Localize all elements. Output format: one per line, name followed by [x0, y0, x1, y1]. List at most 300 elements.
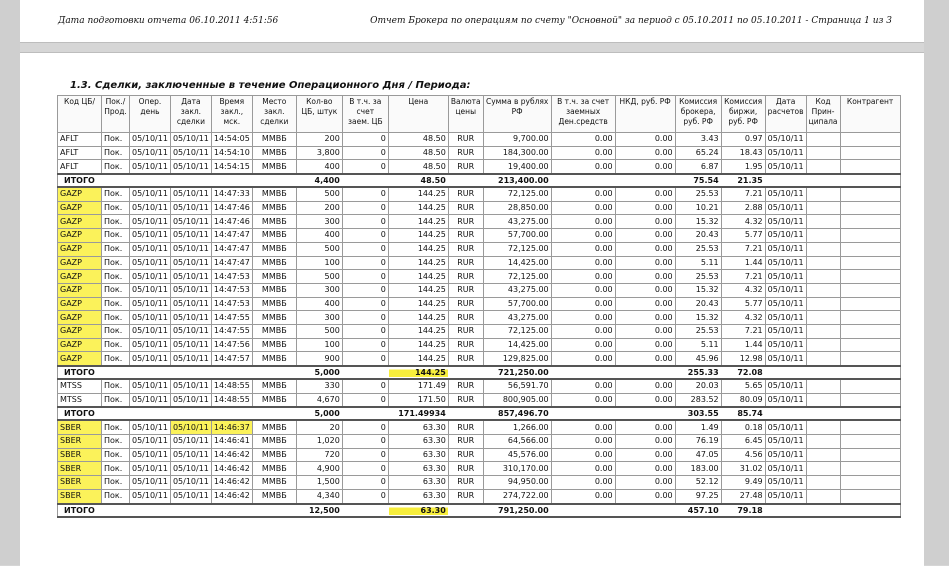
table-cell: 28,850.00	[483, 201, 551, 215]
table-cell: 05/10/11	[765, 462, 806, 476]
table-row	[58, 352, 901, 366]
total-cell: 255.33	[675, 366, 721, 379]
table-cell: GAZP	[58, 229, 102, 243]
table-cell: SBER	[58, 435, 102, 449]
table-cell	[806, 270, 840, 284]
table-cell: RUR	[448, 420, 483, 434]
table-cell: 7.21	[721, 242, 765, 256]
table-cell: 0	[342, 311, 388, 325]
table-cell: 20.43	[675, 297, 721, 311]
table-cell: 1.44	[721, 256, 765, 270]
table-cell: 05/10/11	[170, 229, 211, 243]
table-cell: 500	[296, 324, 342, 338]
table-cell: 144.25	[388, 229, 448, 243]
table-cell: 0.97	[721, 133, 765, 147]
table-cell: 63.30	[388, 435, 448, 449]
table-cell: Пок.	[102, 187, 130, 201]
table-cell: 05/10/11	[130, 338, 171, 352]
table-cell: RUR	[448, 297, 483, 311]
table-cell: 0.00	[551, 420, 615, 434]
table-cell: 6.45	[721, 435, 765, 449]
table-cell: 05/10/11	[130, 160, 171, 174]
table-cell: 0	[342, 379, 388, 393]
table-row	[58, 489, 901, 503]
table-row	[58, 215, 901, 229]
table-cell: 14:46:37	[211, 420, 252, 434]
table-cell: 0.00	[615, 324, 675, 338]
table-cell: 05/10/11	[765, 338, 806, 352]
table-cell: 43,275.00	[483, 283, 551, 297]
table-cell: 64,566.00	[483, 435, 551, 449]
table-cell: 14:47:47	[211, 256, 252, 270]
table-cell: 05/10/11	[170, 242, 211, 256]
table-cell	[840, 448, 900, 462]
table-cell: GAZP	[58, 352, 102, 366]
table-cell: 14:46:42	[211, 462, 252, 476]
table-cell: 14:47:46	[211, 201, 252, 215]
table-cell: 14,425.00	[483, 338, 551, 352]
table-cell: 05/10/11	[765, 270, 806, 284]
table-cell: RUR	[448, 462, 483, 476]
table-cell: 144.25	[388, 283, 448, 297]
table-cell: 05/10/11	[130, 283, 171, 297]
table-cell: RUR	[448, 270, 483, 284]
table-cell: 05/10/11	[170, 133, 211, 147]
table-cell: 57,700.00	[483, 229, 551, 243]
table-cell	[840, 489, 900, 503]
table-cell: 12.98	[721, 352, 765, 366]
table-cell	[806, 311, 840, 325]
table-cell: Пок.	[102, 476, 130, 490]
table-cell: ММВБ	[252, 324, 296, 338]
table-cell: Пок.	[102, 379, 130, 393]
total-cell	[448, 366, 483, 379]
table-cell: 27.48	[721, 489, 765, 503]
table-cell: 1.95	[721, 160, 765, 174]
table-cell: 4,670	[296, 393, 342, 407]
table-cell	[840, 270, 900, 284]
table-cell	[806, 393, 840, 407]
table-row	[58, 270, 901, 284]
column-header: Кол-во ЦБ, штук	[296, 96, 342, 133]
table-cell: 94,950.00	[483, 476, 551, 490]
table-cell: 100	[296, 256, 342, 270]
total-cell: 857,496.70	[483, 407, 551, 420]
table-cell: 05/10/11	[170, 297, 211, 311]
table-cell: 5.65	[721, 379, 765, 393]
table-cell: 144.25	[388, 215, 448, 229]
table-cell	[840, 297, 900, 311]
table-cell: ММВБ	[252, 133, 296, 147]
table-cell	[840, 476, 900, 490]
table-cell: 3,800	[296, 146, 342, 160]
table-cell: ММВБ	[252, 338, 296, 352]
total-cell: 63.30	[388, 504, 448, 517]
total-cell	[170, 407, 211, 420]
table-cell: 144.25	[388, 352, 448, 366]
table-cell: 63.30	[388, 448, 448, 462]
table-cell: 05/10/11	[130, 133, 171, 147]
table-cell: 0.00	[551, 146, 615, 160]
table-cell: 1.44	[721, 338, 765, 352]
table-cell: 9,700.00	[483, 133, 551, 147]
table-cell: 31.02	[721, 462, 765, 476]
table-cell: 05/10/11	[765, 448, 806, 462]
table-cell: 0.00	[551, 379, 615, 393]
table-row	[58, 283, 901, 297]
table-cell	[840, 201, 900, 215]
report-date: Дата подготовки отчета 06.10.2011 4:51:56	[58, 16, 279, 26]
table-cell: 48.50	[388, 133, 448, 147]
table-cell: 0	[342, 489, 388, 503]
table-row	[58, 393, 901, 407]
table-cell: 0.00	[551, 270, 615, 284]
table-cell: Пок.	[102, 146, 130, 160]
table-row	[58, 379, 901, 393]
table-cell: 0.00	[615, 448, 675, 462]
table-cell: 0.00	[615, 215, 675, 229]
total-row	[58, 504, 901, 517]
total-cell	[551, 366, 615, 379]
table-cell: ММВБ	[252, 215, 296, 229]
table-cell: GAZP	[58, 283, 102, 297]
table-cell: 14:47:55	[211, 324, 252, 338]
table-cell: RUR	[448, 338, 483, 352]
table-cell: 0.00	[615, 311, 675, 325]
table-cell: 05/10/11	[130, 448, 171, 462]
table-cell: 15.32	[675, 283, 721, 297]
total-cell	[840, 366, 900, 379]
table-row	[58, 201, 901, 215]
table-cell: 0	[342, 476, 388, 490]
table-cell: 5.77	[721, 297, 765, 311]
table-cell: 900	[296, 352, 342, 366]
table-cell: 0.00	[551, 448, 615, 462]
column-header: Время закл., мск.	[211, 96, 252, 133]
table-cell: Пок.	[102, 352, 130, 366]
table-cell: 14:46:42	[211, 489, 252, 503]
table-cell: Пок.	[102, 489, 130, 503]
table-cell: 3.43	[675, 133, 721, 147]
table-cell: 500	[296, 242, 342, 256]
table-cell: 144.25	[388, 242, 448, 256]
table-cell: 05/10/11	[170, 352, 211, 366]
page-body	[20, 52, 924, 566]
total-cell	[765, 504, 806, 517]
table-cell: 0.00	[615, 256, 675, 270]
table-cell: 0	[342, 462, 388, 476]
table-cell: 144.25	[388, 201, 448, 215]
table-cell: Пок.	[102, 242, 130, 256]
table-cell: 05/10/11	[765, 311, 806, 325]
table-cell: SBER	[58, 476, 102, 490]
table-cell: 14:46:42	[211, 448, 252, 462]
table-cell	[806, 187, 840, 201]
column-header: Дата закл. сделки	[170, 96, 211, 133]
table-cell: 4,900	[296, 462, 342, 476]
total-cell	[342, 174, 388, 187]
total-cell	[551, 174, 615, 187]
table-cell	[840, 146, 900, 160]
table-cell: 48.50	[388, 160, 448, 174]
table-cell: 05/10/11	[130, 311, 171, 325]
table-cell	[840, 352, 900, 366]
table-cell: 14:47:47	[211, 242, 252, 256]
table-cell: 0	[342, 393, 388, 407]
table-cell: Пок.	[102, 256, 130, 270]
table-cell: Пок.	[102, 448, 130, 462]
table-cell: RUR	[448, 187, 483, 201]
table-cell: 52.12	[675, 476, 721, 490]
table-cell: 05/10/11	[765, 489, 806, 503]
total-cell	[130, 174, 171, 187]
table-cell: 0	[342, 297, 388, 311]
table-cell	[840, 311, 900, 325]
table-cell	[806, 297, 840, 311]
table-cell: 05/10/11	[130, 215, 171, 229]
table-cell: 4.32	[721, 215, 765, 229]
table-cell: Пок.	[102, 311, 130, 325]
table-cell: 0.00	[615, 187, 675, 201]
total-cell	[170, 174, 211, 187]
table-cell: 0	[342, 420, 388, 434]
table-cell: ММВБ	[252, 297, 296, 311]
table-cell: 63.30	[388, 489, 448, 503]
table-cell: 800,905.00	[483, 393, 551, 407]
total-cell	[765, 174, 806, 187]
table-cell: 05/10/11	[765, 215, 806, 229]
total-cell	[102, 504, 130, 517]
table-cell: ММВБ	[252, 256, 296, 270]
trades-table	[57, 95, 901, 518]
table-cell: 05/10/11	[130, 297, 171, 311]
table-cell: SBER	[58, 462, 102, 476]
column-header: Дата расчетов	[765, 96, 806, 133]
table-cell: ММВБ	[252, 311, 296, 325]
table-cell: SBER	[58, 420, 102, 434]
table-cell: 10.21	[675, 201, 721, 215]
table-cell: 05/10/11	[130, 489, 171, 503]
table-cell: 0.00	[551, 352, 615, 366]
table-cell: 14:54:15	[211, 160, 252, 174]
total-cell: ИТОГО	[58, 366, 102, 379]
table-cell: ММВБ	[252, 420, 296, 434]
table-cell: 15.32	[675, 215, 721, 229]
table-cell	[806, 462, 840, 476]
total-cell	[130, 407, 171, 420]
table-cell: 14:46:41	[211, 435, 252, 449]
table-cell: 05/10/11	[170, 187, 211, 201]
table-cell: 1,500	[296, 476, 342, 490]
total-cell: 21.35	[721, 174, 765, 187]
total-cell	[448, 407, 483, 420]
table-cell	[806, 379, 840, 393]
table-cell: 0	[342, 187, 388, 201]
total-cell	[342, 366, 388, 379]
total-cell	[840, 504, 900, 517]
total-cell	[765, 366, 806, 379]
table-cell: GAZP	[58, 338, 102, 352]
table-cell: Пок.	[102, 133, 130, 147]
table-cell: 0.00	[551, 311, 615, 325]
table-cell	[840, 338, 900, 352]
table-cell: 0	[342, 435, 388, 449]
table-cell: 05/10/11	[130, 229, 171, 243]
table-cell: Пок.	[102, 201, 130, 215]
table-cell: RUR	[448, 215, 483, 229]
table-cell	[840, 283, 900, 297]
table-cell: RUR	[448, 476, 483, 490]
column-header: Пок./ Прод.	[102, 96, 130, 133]
table-cell: 20.03	[675, 379, 721, 393]
table-cell: 05/10/11	[170, 324, 211, 338]
table-cell: ММВБ	[252, 187, 296, 201]
table-cell: 144.25	[388, 270, 448, 284]
column-header: Код Прин-ципала	[806, 96, 840, 133]
table-cell	[806, 146, 840, 160]
table-cell: 05/10/11	[170, 270, 211, 284]
total-cell	[448, 504, 483, 517]
table-cell: AFLT	[58, 160, 102, 174]
table-cell: 144.25	[388, 297, 448, 311]
table-cell: 300	[296, 311, 342, 325]
table-cell: Пок.	[102, 420, 130, 434]
table-cell: 05/10/11	[765, 393, 806, 407]
table-cell: 72,125.00	[483, 270, 551, 284]
table-cell: 05/10/11	[765, 160, 806, 174]
table-cell: 300	[296, 283, 342, 297]
table-cell: 0	[342, 215, 388, 229]
table-cell: 05/10/11	[170, 420, 211, 434]
table-cell	[806, 489, 840, 503]
table-cell: 05/10/11	[170, 201, 211, 215]
table-row	[58, 435, 901, 449]
total-cell: 303.55	[675, 407, 721, 420]
table-cell: 0	[342, 256, 388, 270]
table-cell: RUR	[448, 324, 483, 338]
table-cell: 0.00	[551, 187, 615, 201]
table-cell: 0	[342, 133, 388, 147]
column-header: Контрагент	[840, 96, 900, 133]
table-cell: 274,722.00	[483, 489, 551, 503]
table-cell: 05/10/11	[170, 489, 211, 503]
table-cell: RUR	[448, 160, 483, 174]
table-cell: 0.00	[615, 379, 675, 393]
table-row	[58, 311, 901, 325]
table-cell: RUR	[448, 311, 483, 325]
total-cell: 4,400	[296, 174, 342, 187]
table-cell: 48.50	[388, 146, 448, 160]
table-cell: RUR	[448, 352, 483, 366]
total-cell: 12,500	[296, 504, 342, 517]
table-cell: 5.11	[675, 256, 721, 270]
table-cell: 4.32	[721, 283, 765, 297]
table-cell: Пок.	[102, 215, 130, 229]
table-cell: 0.00	[615, 229, 675, 243]
table-cell	[806, 448, 840, 462]
table-header-row	[58, 96, 901, 133]
table-row	[58, 476, 901, 490]
table-cell: 283.52	[675, 393, 721, 407]
column-header: В т.ч. за счет заемных Ден.средств	[551, 96, 615, 133]
table-cell: 0.00	[615, 270, 675, 284]
table-cell: 65.24	[675, 146, 721, 160]
table-cell: 0.00	[551, 435, 615, 449]
table-cell: ММВБ	[252, 201, 296, 215]
total-cell	[211, 366, 252, 379]
table-cell: 05/10/11	[130, 435, 171, 449]
table-cell: 25.53	[675, 270, 721, 284]
table-cell: 05/10/11	[170, 379, 211, 393]
total-cell	[840, 174, 900, 187]
table-cell	[840, 420, 900, 434]
table-cell: 63.30	[388, 476, 448, 490]
table-cell: ММВБ	[252, 146, 296, 160]
total-cell	[342, 504, 388, 517]
column-header: Комиссия брокера, руб. РФ	[675, 96, 721, 133]
table-cell: 05/10/11	[170, 160, 211, 174]
table-cell	[840, 379, 900, 393]
table-cell: 05/10/11	[170, 448, 211, 462]
table-cell: Пок.	[102, 393, 130, 407]
table-cell: GAZP	[58, 242, 102, 256]
table-cell: 45.96	[675, 352, 721, 366]
total-row	[58, 366, 901, 379]
table-cell: RUR	[448, 201, 483, 215]
table-cell: Пок.	[102, 160, 130, 174]
table-cell: 0.00	[551, 324, 615, 338]
total-cell: 171.49934	[388, 407, 448, 420]
total-cell	[252, 504, 296, 517]
table-cell: 72,125.00	[483, 187, 551, 201]
table-cell: AFLT	[58, 133, 102, 147]
table-cell: 14:47:55	[211, 311, 252, 325]
table-cell: 171.50	[388, 393, 448, 407]
table-cell: 14:48:55	[211, 393, 252, 407]
table-cell: 0.00	[551, 489, 615, 503]
table-cell: 144.25	[388, 338, 448, 352]
table-cell: 0	[342, 324, 388, 338]
table-cell: 0.00	[615, 393, 675, 407]
table-cell: ММВБ	[252, 476, 296, 490]
table-cell: 0.00	[615, 420, 675, 434]
table-cell: 14:47:56	[211, 338, 252, 352]
table-cell: GAZP	[58, 215, 102, 229]
table-cell: 6.87	[675, 160, 721, 174]
table-cell: 100	[296, 338, 342, 352]
table-cell: 0.00	[615, 133, 675, 147]
report-page	[20, 0, 924, 565]
table-cell: 720	[296, 448, 342, 462]
table-cell: 72,125.00	[483, 324, 551, 338]
table-cell: RUR	[448, 283, 483, 297]
table-cell: 0	[342, 448, 388, 462]
total-cell	[806, 174, 840, 187]
total-cell	[765, 407, 806, 420]
table-cell: 80.09	[721, 393, 765, 407]
table-cell: 43,275.00	[483, 311, 551, 325]
table-cell: Пок.	[102, 283, 130, 297]
table-cell: 63.30	[388, 420, 448, 434]
table-cell: 20	[296, 420, 342, 434]
table-cell: Пок.	[102, 297, 130, 311]
table-cell: 144.25	[388, 324, 448, 338]
table-cell: 97.25	[675, 489, 721, 503]
total-cell: ИТОГО	[58, 174, 102, 187]
table-row	[58, 187, 901, 201]
total-cell	[615, 504, 675, 517]
table-cell: ММВБ	[252, 462, 296, 476]
